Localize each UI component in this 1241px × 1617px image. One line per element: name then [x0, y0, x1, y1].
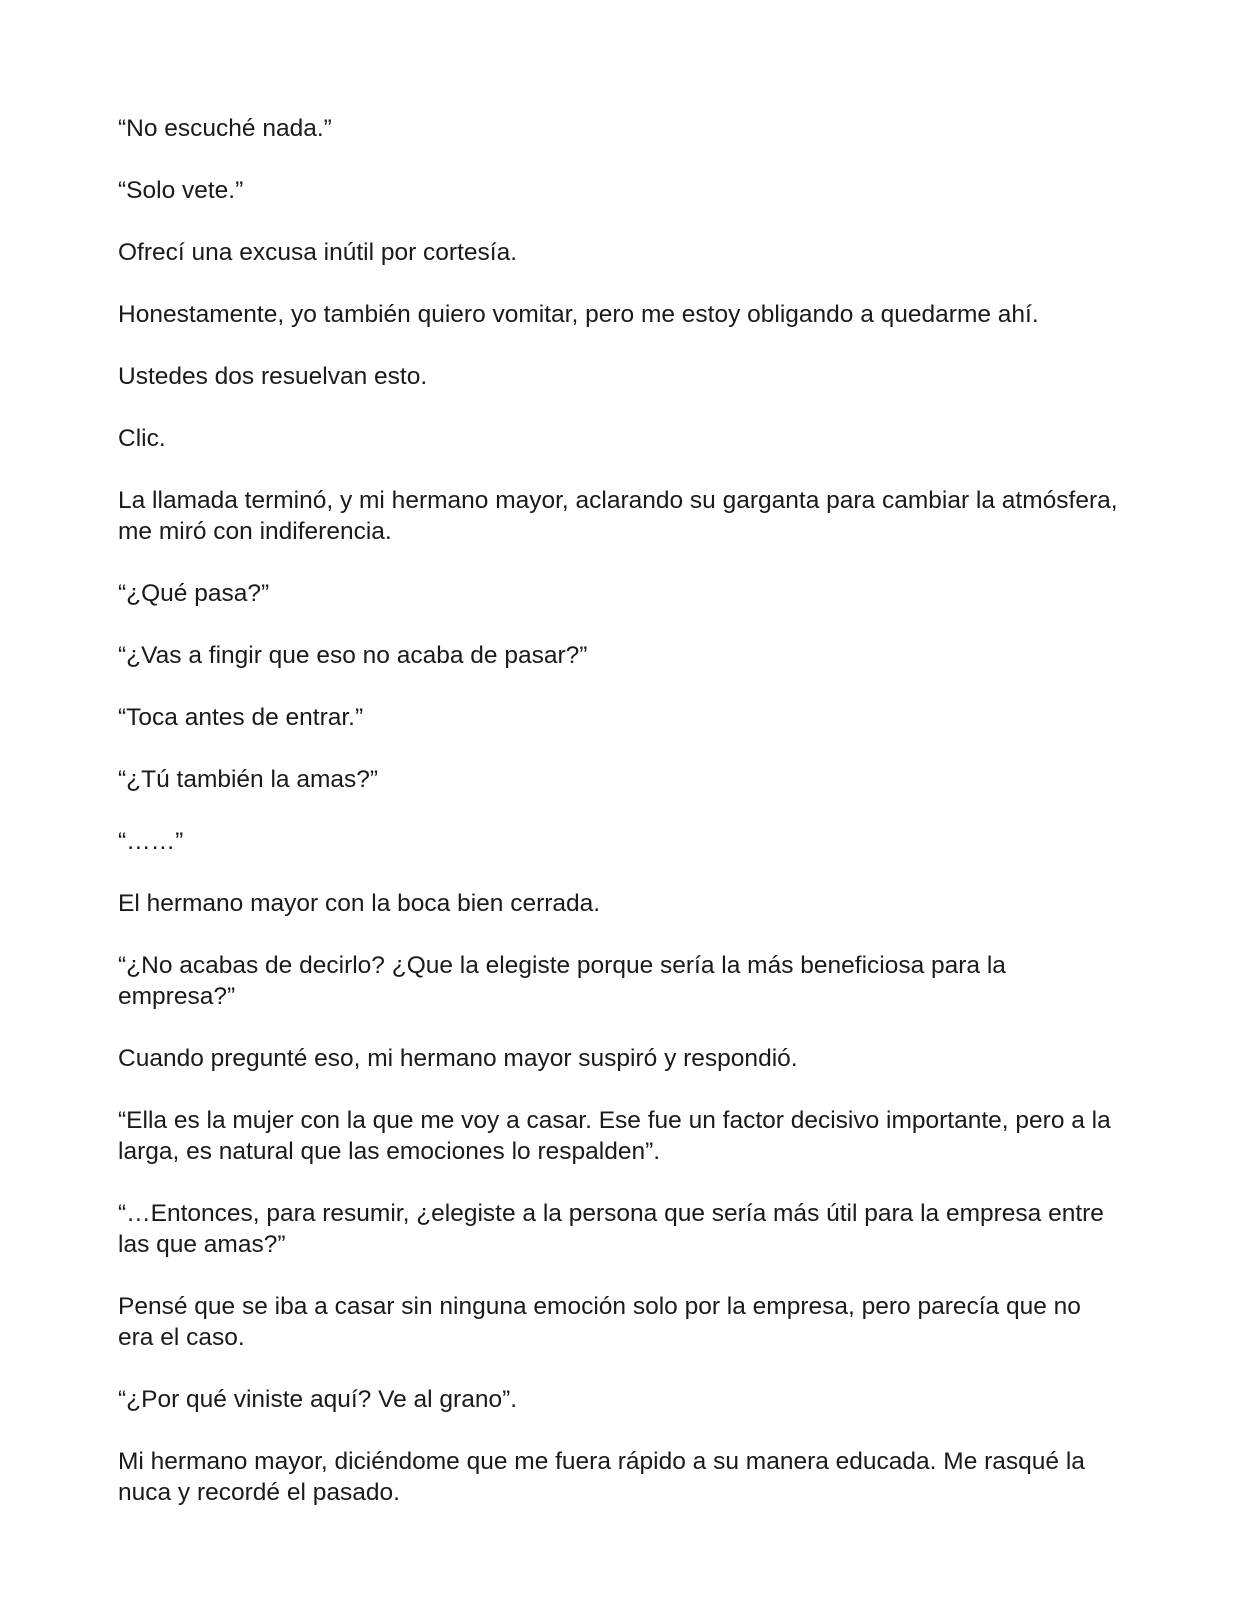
paragraph: “¿Vas a fingir que eso no acaba de pasar?” [118, 642, 588, 669]
paragraph: La llamada terminó, y mi hermano mayor, aclarando su garganta para cambiar la atmósfera, me miró con indiferencia. [118, 487, 1118, 545]
paragraph: “¿No acabas de decirlo? ¿Que la elegiste porque sería la más beneficiosa para la empresa?” [118, 952, 1006, 1010]
paragraph: “…Entonces, para resumir, ¿elegiste a la persona que sería más útil para la empresa entre las que amas?” [118, 1200, 1104, 1258]
paragraph: Pensé que se iba a casar sin ninguna emoción solo por la empresa, pero parecía que no era el caso. [118, 1293, 1081, 1351]
paragraph: Clic. [118, 425, 166, 452]
paragraph: “¿Qué pasa?” [118, 580, 270, 607]
paragraph: “No escuché nada.” [118, 115, 332, 142]
paragraph: “Ella es la mujer con la que me voy a casar. Ese fue un factor decisivo importante, pero a la larga, es natural que las emociones lo respalden”. [118, 1107, 1111, 1165]
paragraph: “¿Tú también la amas?” [118, 766, 379, 793]
paragraph: Ustedes dos resuelvan esto. [118, 363, 428, 390]
paragraph: “Solo vete.” [118, 177, 244, 204]
paragraph: Ofrecí una excusa inútil por cortesía. [118, 239, 517, 266]
paragraph: Cuando pregunté eso, mi hermano mayor suspiró y respondió. [118, 1045, 798, 1072]
paragraph: Honestamente, yo también quiero vomitar, pero me estoy obligando a quedarme ahí. [118, 301, 1039, 328]
paragraph: “¿Por qué viniste aquí? Ve al grano”. [118, 1386, 518, 1413]
paragraph: “……” [118, 828, 184, 855]
paragraph: “Toca antes de entrar.” [118, 704, 364, 731]
document-body [118, 113, 1118, 1508]
paragraph: El hermano mayor con la boca bien cerrada. [118, 890, 601, 917]
paragraph: Mi hermano mayor, diciéndome que me fuera rápido a su manera educada. Me rasqué la nuca y recordé el pasado. [118, 1448, 1085, 1506]
